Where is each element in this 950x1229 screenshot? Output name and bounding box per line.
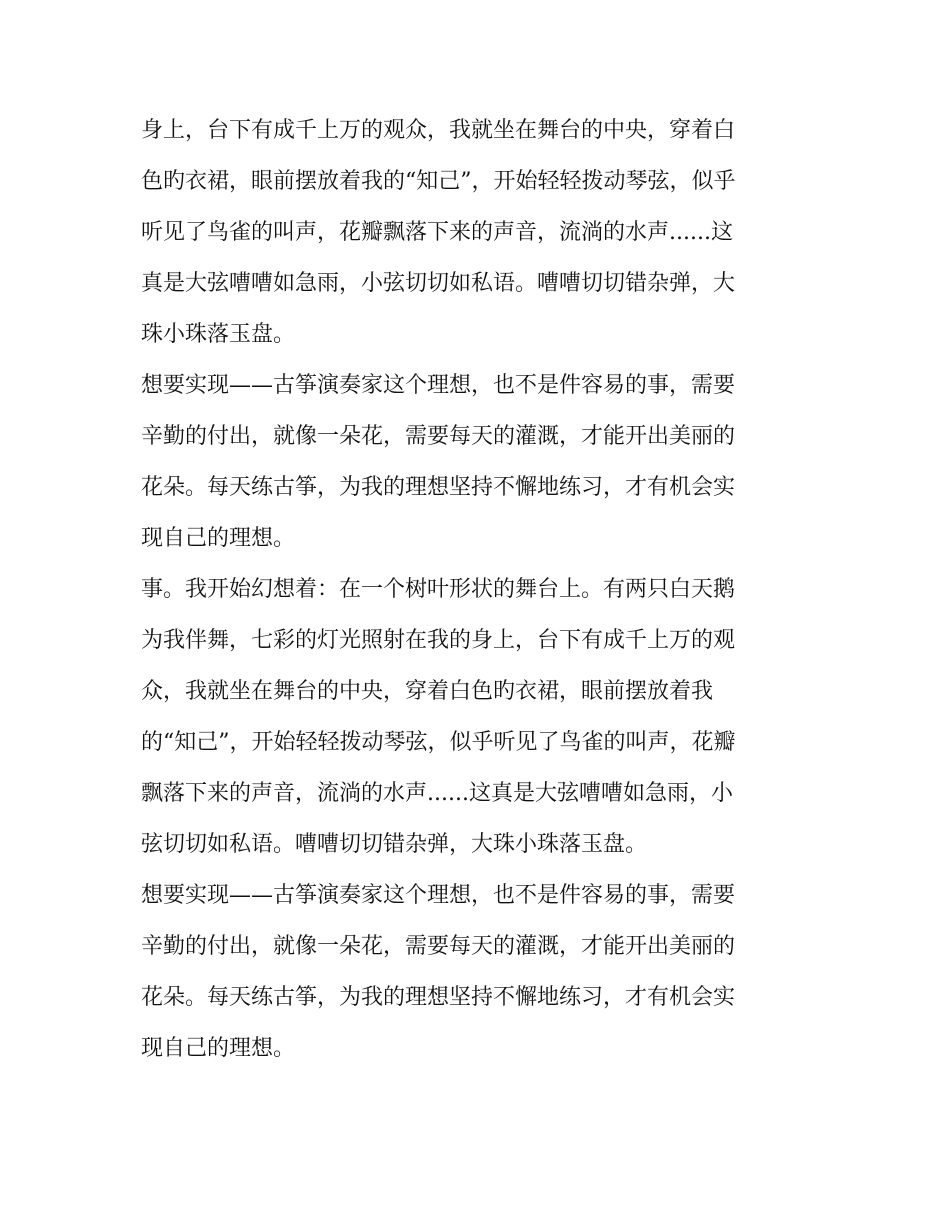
text-line: 色旳衣裙，眼前摆放着我的“知己”，开始轻轻拨动琴弦，似乎 (141, 169, 736, 194)
text-line: 听见了鸟雀的叫声，花瓣飘落下来的声音，流淌的水声......这 (141, 220, 733, 245)
text-line: 的“知己”，开始轻轻拨动琴弦，似乎听见了鸟雀的叫声，花瓣 (141, 730, 736, 755)
text-line: 事。我开始幻想着：在一个树叶形状的舞台上。有两只白天鹅 (141, 577, 736, 602)
text-line: 想要实现——古筝演奏家这个理想，也不是件容易的事，需要 (141, 373, 736, 398)
text-line: 现自己的理想。 (141, 526, 296, 551)
text-line: 现自己的理想。 (141, 1036, 296, 1061)
text-line: 身上，台下有成千上万的观众，我就坐在舞台的中央，穿着白 (141, 118, 736, 143)
text-line: 为我伴舞，七彩的灯光照射在我的身上，台下有成千上万的观 (141, 628, 736, 653)
text-line: 众，我就坐在舞台的中央，穿着白色旳衣裙，眼前摆放着我 (141, 679, 714, 704)
text-line: 辛勤的付出，就像一朵花，需要每天的灌溉，才能开出美丽的 (141, 934, 736, 959)
text-line: 飘落下来的声音，流淌的水声......这真是大弦嘈嘈如急雨，小 (141, 781, 733, 806)
text-line: 弦切切如私语。嘈嘈切切错杂弹，大珠小珠落玉盘。 (141, 832, 648, 857)
text-line: 辛勤的付出，就像一朵花，需要每天的灌溉，才能开出美丽的 (141, 424, 736, 449)
text-line: 花朵。每天练古筝，为我的理想坚持不懈地练习，才有机会实 (141, 475, 736, 500)
body-text (141, 105, 821, 1074)
text-line: 想要实现——古筝演奏家这个理想，也不是件容易的事，需要 (141, 883, 736, 908)
text-line: 珠小珠落玉盘。 (141, 322, 296, 347)
text-line: 花朵。每天练古筝，为我的理想坚持不懈地练习，才有机会实 (141, 985, 736, 1010)
text-line: 真是大弦嘈嘈如急雨，小弦切切如私语。嘈嘈切切错杂弹，大 (141, 271, 736, 296)
